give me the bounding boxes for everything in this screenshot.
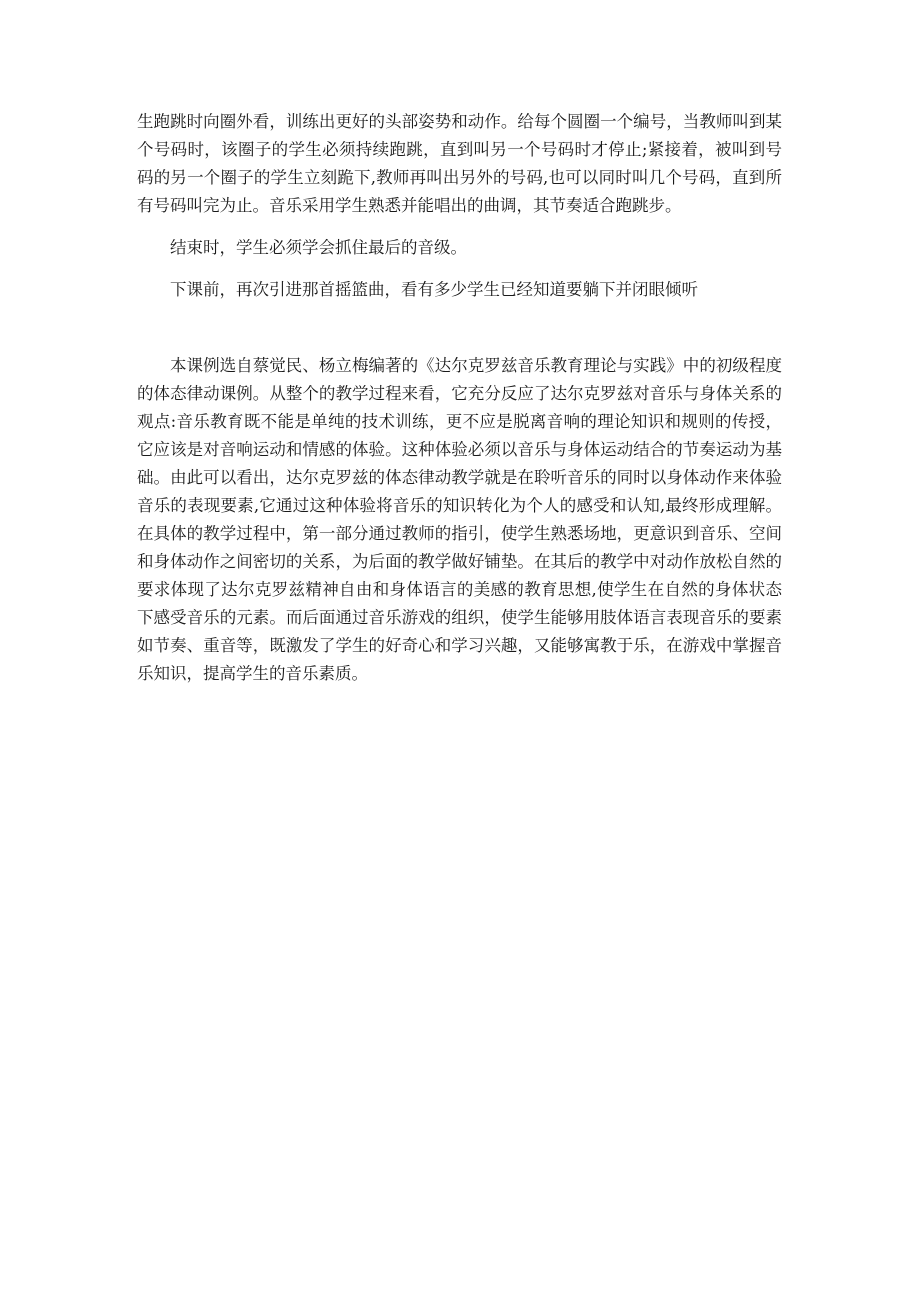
paragraph-lullaby: 下课前，再次引进那首摇篮曲，看有多少学生已经知道要躺下并闭眼倾听 [170,280,698,299]
document-page [137,108,782,688]
paragraph-circle-game: 生跑跳时向圈外看，训练出更好的头部姿势和动作。给每个圆圈一个编号，当教师叫到某个号码时，该圈子的学生必须持续跑跳，直到叫另一个号码时才停止;紧接着，被叫到号码的另一个圈子的学生立刻跪下,教师再叫出另外的号码,也可以同时叫几个号码，直到所有号码叫完为止。音乐采用学生熟悉并能唱出的曲调，其节奏适合跑跳步。 [137,112,782,215]
paragraph-commentary: 本课例选自蔡觉民、杨立梅编著的《达尔克罗兹音乐教育理论与实践》中的初级程度的体态律动课例。从整个的教学过程来看，它充分反应了达尔克罗兹对音乐与身体关系的观点:音乐教育既不能是单纯的技术训练，更不应是脱离音响的理论知识和规则的传授，它应该是对音响运动和情感的体验。这种体验必须以音乐与身体运动结合的节奏运动为基础。由此可以看出，达尔克罗兹的体态律动教学就是在聆听音乐的同时以身体动作来体验音乐的表现要素,它通过这种体验将音乐的知识转化为个人的感受和认知,最终形成理解。在具体的教学过程中，第一部分通过教师的指引，使学生熟悉场地，更意识到音乐、空间和身体动作之间密切的关系，为后面的教学做好铺垫。在其后的教学中对动作放松自然的要求体现了达尔克罗兹精神自由和身体语言的美感的教育思想,使学生在自然的身体状态下感受音乐的元素。而后面通过音乐游戏的组织，使学生能够用肢体语言表现音乐的要素如节奏、重音等，既激发了学生的好奇心和学习兴趣，又能够寓教于乐，在游戏中掌握音乐知识，提高学生的音乐素质。 [137,356,782,683]
paragraph-ending-note: 结束时，学生必须学会抓住最后的音级。 [170,238,467,257]
